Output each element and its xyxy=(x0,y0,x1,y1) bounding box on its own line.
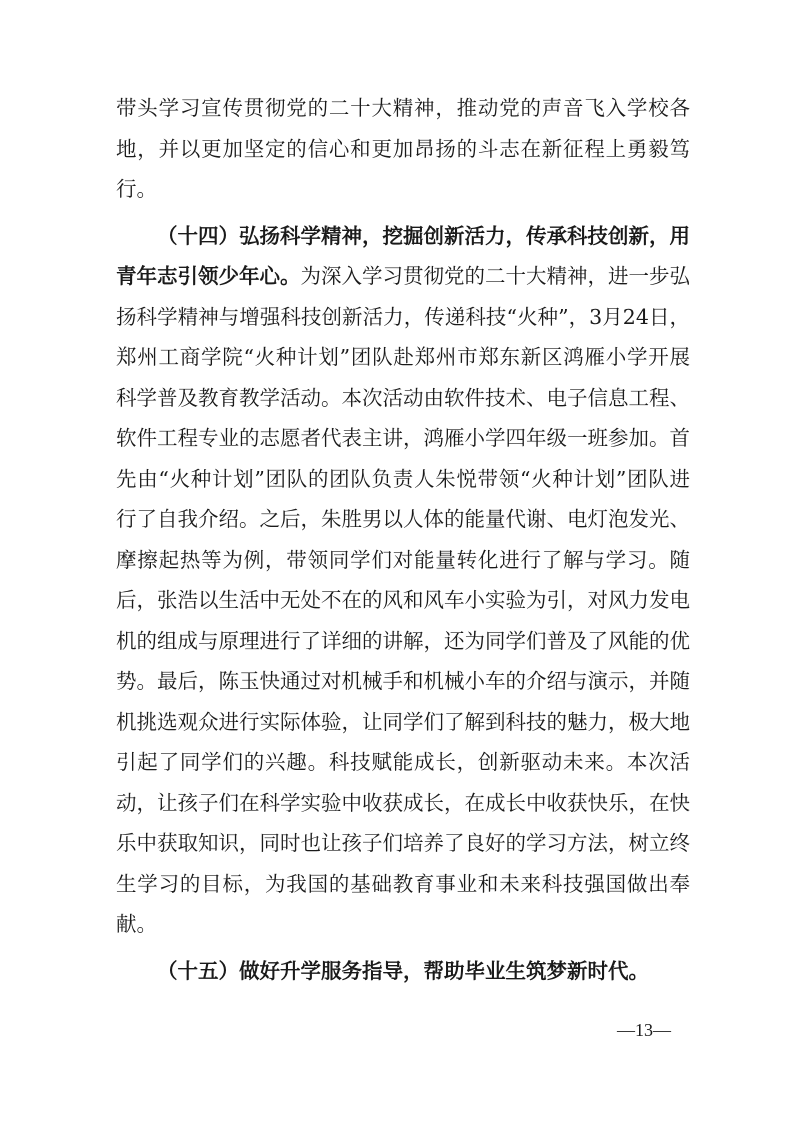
section-14-body: 为深入学习贯彻党的二十大精神，进一步弘扬科学精神与增强科技创新活力，传递科技“火种”，3月24日，郑州工商学院“火种计划”团队赴郑州市郑东新区鸿雁小学开展科学普及教育教学活动。本次活动由软件技术、电子信息工程、软件工程专业的志愿者代表主讲，鸿雁小学四年级一班参加。首先由“火种计划”团队的团队负责人朱悦带领“火种计划”团队进行了自我介绍。之后，朱胜男以人体的能量代谢、电灯泡发光、摩擦起热等为例，带领同学们对能量转化进行了解与学习。随后，张浩以生活中无处不在的风和风车小实验为引，对风力发电机的组成与原理进行了详细的讲解，还为同学们普及了风能的优势。最后，陈玉快通过对机械手和机械小车的介绍与演示，并随机挑选观众进行实际体验，让同学们了解到科技的魅力，极大地引起了同学们的兴趣。科技赋能成长，创新驱动未来。本次活动，让孩子们在科学实验中收获成长，在成长中收获快乐，在快乐中获取知识，同时也让孩子们培养了良好的学习方法，树立终生学习的目标，为我国的基础教育事业和未来科技强国做出奉献。 xyxy=(116,264,690,936)
paragraph-section-14 xyxy=(116,216,690,945)
section-15-heading: （十五）做好升学服务指导，帮助毕业生筑梦新时代。 xyxy=(157,958,649,983)
section-14-heading: （十四）弘扬科学精神，挖掘创新活力，传承科技创新，用青年志引领少年心。 xyxy=(116,223,690,288)
paragraph-continued: 带头学习宣传贯彻党的二十大精神，推动党的声音飞入学校各地，并以更加坚定的信心和更加昂扬的斗志在新征程上勇毅笃行。 xyxy=(116,96,690,201)
document-body xyxy=(116,88,690,991)
page-number: —13— xyxy=(617,1020,671,1040)
